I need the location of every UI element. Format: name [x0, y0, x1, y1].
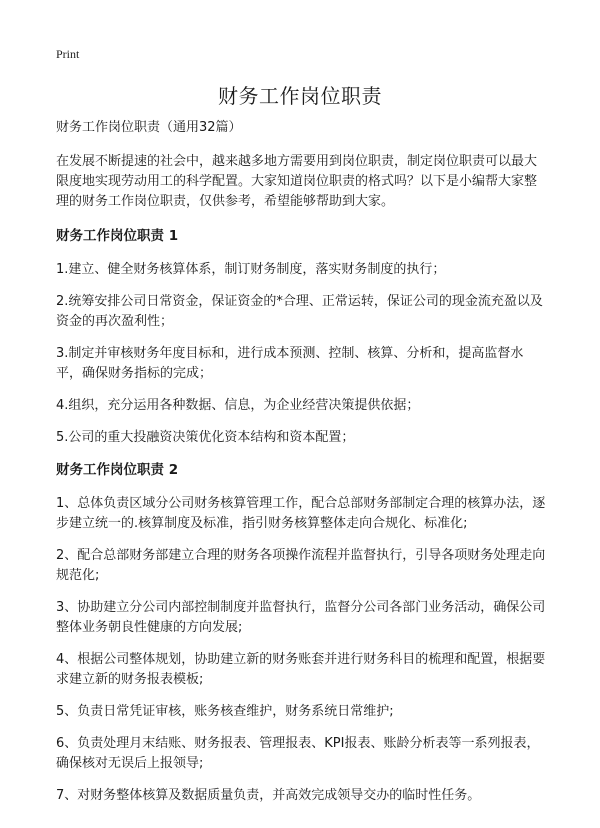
document-subtitle: 财务工作岗位职责（通用32篇）: [56, 120, 242, 135]
print-link[interactable]: Print: [56, 47, 80, 61]
document-body: [56, 118, 548, 818]
duty-item: 5、负责日常凭证审核，账务核查维护，财务系统日常维护;: [56, 704, 394, 719]
section-heading: 财务工作岗位职责 1: [56, 228, 179, 244]
duty-item: 2、配合总部财务部建立合理的财务各项操作流程并监督执行，引导各项财务处理走向规范化;: [56, 548, 546, 583]
duty-item: 6、负责处理月末结账、财务报表、管理报表、KPI报表、账龄分析表等一系列报表，确保核对无误后上报领导;: [56, 736, 540, 771]
section-1: [56, 226, 548, 448]
duty-item: 4、根据公司整体规划，协助建立新的财务账套并进行财务科目的梳理和配置，根据要求建立新的财务报表模板;: [56, 652, 546, 687]
page-title: 财务工作岗位职责: [218, 84, 382, 108]
duty-item: 1、总体负责区域分公司财务核算管理工作，配合总部财务部制定合理的核算办法，逐步建立统一的.核算制度及标准，指引财务核算整体走向合规化、标准化;: [56, 496, 546, 531]
section-2: [56, 460, 548, 806]
duty-item: 3.制定并审核财务年度目标和，进行成本预测、控制、核算、分析和，提高监督水平，确保财务指标的完成；: [56, 346, 524, 381]
duty-item: 5.公司的重大投融资决策优化资本结构和资本配置；: [56, 430, 355, 445]
duty-item: 2.统筹安排公司日常资金，保证资金的*合理、正常运转，保证公司的现金流充盈以及资金的再次盈利性；: [56, 294, 543, 329]
duty-item: 4.组织，充分运用各种数据、信息，为企业经营决策提供依据；: [56, 398, 420, 413]
intro-paragraph: 在发展不断提速的社会中，越来越多地方需要用到岗位职责，制定岗位职责可以最大限度地实现劳动用工的科学配置。大家知道岗位职责的格式吗？以下是小编帮大家整理的财务工作岗位职责，仅供参考，希望能够帮助到大家。: [56, 154, 538, 209]
duty-item: 1.建立、健全财务核算体系，制订财务制度，落实财务制度的执行；: [56, 262, 446, 277]
section-heading: 财务工作岗位职责 2: [56, 462, 179, 478]
duty-item: 3、协助建立分公司内部控制制度并监督执行，监督分公司各部门业务活动，确保公司整体业务朝良性健康的方向发展;: [56, 600, 546, 635]
duty-item: 7、对财务整体核算及数据质量负责，并高效完成领导交办的临时性任务。: [56, 788, 481, 803]
